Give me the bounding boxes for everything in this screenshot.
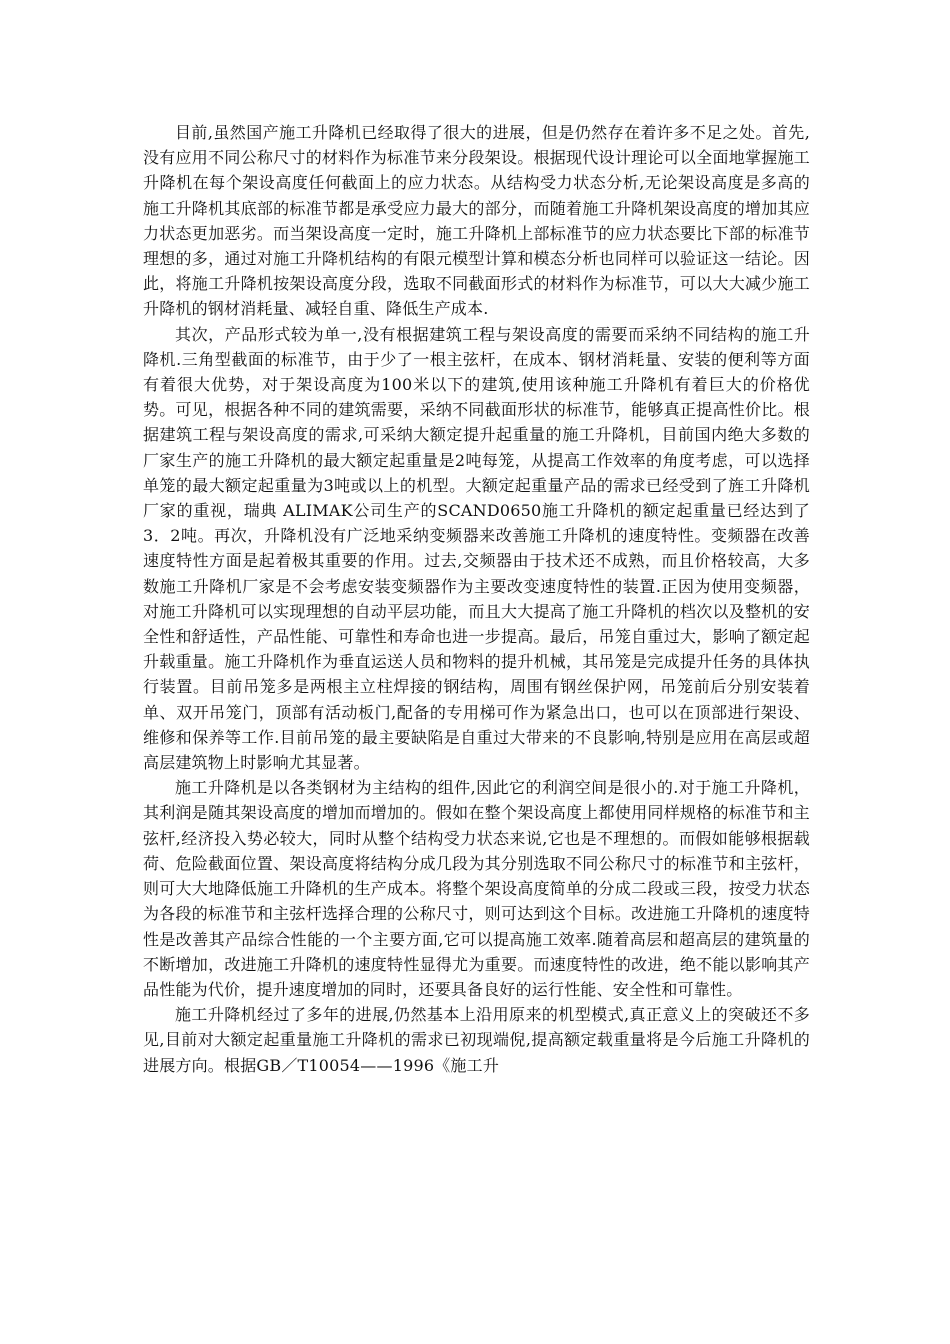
paragraph-1: 目前,虽然国产施工升降机已经取得了很大的进展，但是仍然存在着许多不足之处。首先,没有应用不同公称尺寸的材料作为标准节来分段架设。根据现代设计理论可以全面地掌握施工升降机在每个架设高度任何截面上的应力状态。从结构受力状态分析,无论架设高度是多高的施工升降机其底部的标准节都是承受应力最大的部分，而随着施工升降机架设高度的增加其应力状态更加恶劣。而当架设高度一定时，施工升降机上部标准节的应力状态要比下部的标准节理想的多，通过对施工升降机结构的有限元模型计算和模态分析也同样可以验证这一结论。因此，将施工升降机按架设高度分段，选取不同截面形式的材料作为标准节，可以大大减少施工升降机的钢材消耗量、减轻自重、降低生产成本. [143, 123, 810, 319]
paragraph-2: 其次，产品形式较为单一,没有根据建筑工程与架设高度的需要而采纳不同结构的施工升降机.三角型截面的标准节，由于少了一根主弦杆，在成本、钢材消耗量、安装的便利等方面有着很大优势，对于架设高度为100米以下的建筑,使用该种施工升降机有着巨大的价格优势。可见，根据各种不同的建筑需要，采纳不同截面形状的标准节，能够真正提高性价比。根据建筑工程与架设高度的需求,可采纳大额定提升起重量的施工升降机，目前国内绝大多数的厂家生产的施工升降机的最大额定起重量是2吨每笼，从提高工作效率的角度考虑，可以选择单笼的最大额定起重量为3吨或以上的机型。大额定起重量产品的需求已经受到了旌工升降机厂家的重视，瑞典 ALIMAK公司生产的SCAND0650施工升降机的额定起重量已经达到了3．2吨。再次，升降机没有广泛地采纳变频器来改善施工升降机的速度特性。变频器在改善速度特性方面是起着极其重要的作用。过去,交频器由于技术还不成熟，而且价格较高，大多数施工升降机厂家是不会考虑安装变频器作为主要改变速度特性的装置.正因为使用变频器，对施工升降机可以实现理想的自动平层功能，而且大大提高了施工升降机的档次以及整机的安全性和舒适性，产品性能、可靠性和寿命也进一步提高。最后，吊笼自重过大，影响了额定起升载重量。施工升降机作为垂直运送人员和物料的提升机械，其吊笼是完成提升任务的具体执行装置。目前吊笼多是两根主立柱焊接的钢结构，周围有钢丝保护网，吊笼前后分别安装着单、双开吊笼门，顶部有活动板门,配备的专用梯可作为紧急出口，也可以在顶部进行架设、维修和保养等工作.目前吊笼的最主要缺陷是自重过大带来的不良影响,特别是应用在高层或超高层建筑物上时影响尤其显著。 [143, 324, 810, 773]
paragraph-3: 施工升降机是以各类钢材为主结构的组件,因此它的利润空间是很小的.对于施工升降机，其利润是随其架设高度的增加而增加的。假如在整个架设高度上都使用同样规格的标准节和主弦杆,经济投入势必较大，同时从整个结构受力状态来说,它也是不理想的。而假如能够根据载荷、危险截面位置、架设高度将结构分成几段为其分别选取不同公称尺寸的标准节和主弦杆，则可大大地降低施工升降机的生产成本。将整个架设高度简单的分成二段或三段，按受力状态为各段的标准节和主弦杆选择合理的公称尺寸，则可达到这个目标。改进施工升降机的速度特性是改善其产品综合性能的一个主要方面,它可以提高施工效率.随着高层和超高层的建筑量的不断增加，改进施工升降机的速度特性显得尤为重要。而速度特性的改进，绝不能以影响其产品性能为代价，提升速度增加的同时，还要具备良好的运行性能、安全性和可靠性。 [143, 778, 810, 999]
document-body [143, 120, 810, 1078]
paragraph-4: 施工升降机经过了多年的进展,仍然基本上沿用原来的机型模式,真正意义上的突破还不多见,目前对大额定起重量施工升降机的需求已初现端倪,提高额定载重量将是今后施工升降机的进展方向。根据GB／T10054——1996《施工升 [143, 1005, 810, 1075]
